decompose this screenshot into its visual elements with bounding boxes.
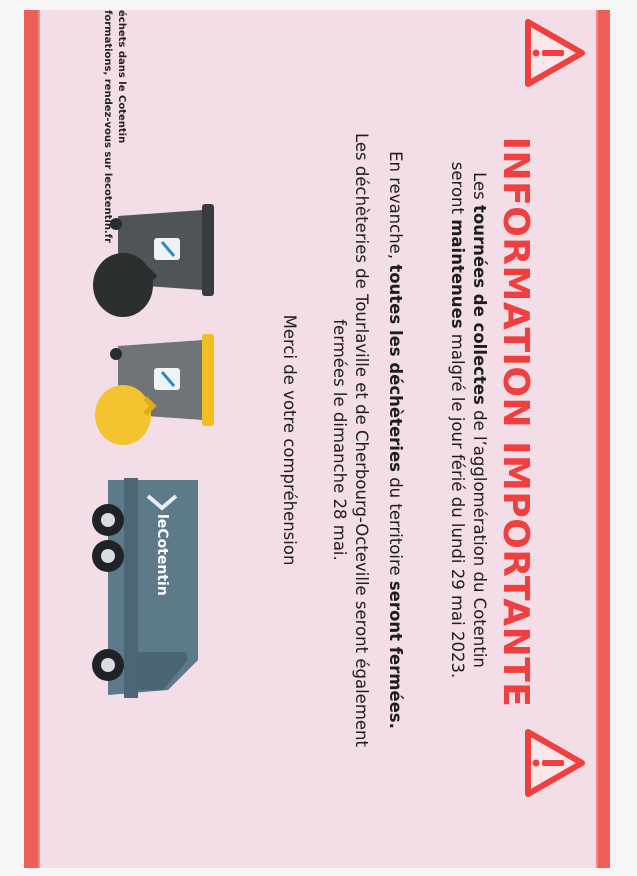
illustration — [58, 190, 258, 710]
warning-triangle-icon — [524, 728, 586, 798]
thanks-text: Merci de votre compréhension — [280, 314, 299, 566]
collection-line-1: Les tournées de collectes de l’agglomération du Cotentin — [470, 172, 489, 668]
footer-line-2: formations, rendez-vous sur lecotentin.fr — [102, 10, 113, 244]
dechetteries-line-1: En revanche, toutes les déchèteries du territoire seront fermées. — [386, 151, 405, 729]
footer-line-1: échets dans le Cotentin — [116, 10, 127, 144]
poster-border-right — [598, 10, 610, 868]
dechetteries-paragraph — [328, 110, 406, 770]
footer-text — [100, 10, 128, 260]
collection-line-2: seront maintenues malgré le jour férié du lundi 29 mai 2023. — [448, 161, 467, 679]
dechetteries-line-3: fermées le dimanche 28 mai. — [330, 319, 349, 561]
rotated-poster-content — [38, 10, 598, 868]
poster-border-left — [24, 10, 38, 868]
dechetteries-line-2: Les déchèteries de Tourlaville et de Cherbourg-Octeville seront également — [352, 133, 371, 747]
garbage-truck-icon — [92, 478, 198, 698]
truck-brand-text: leCotentin — [154, 514, 170, 596]
poster-title: INFORMATION IMPORTANTE — [495, 136, 536, 708]
warning-triangle-icon — [524, 18, 586, 88]
collection-paragraph — [446, 110, 490, 730]
